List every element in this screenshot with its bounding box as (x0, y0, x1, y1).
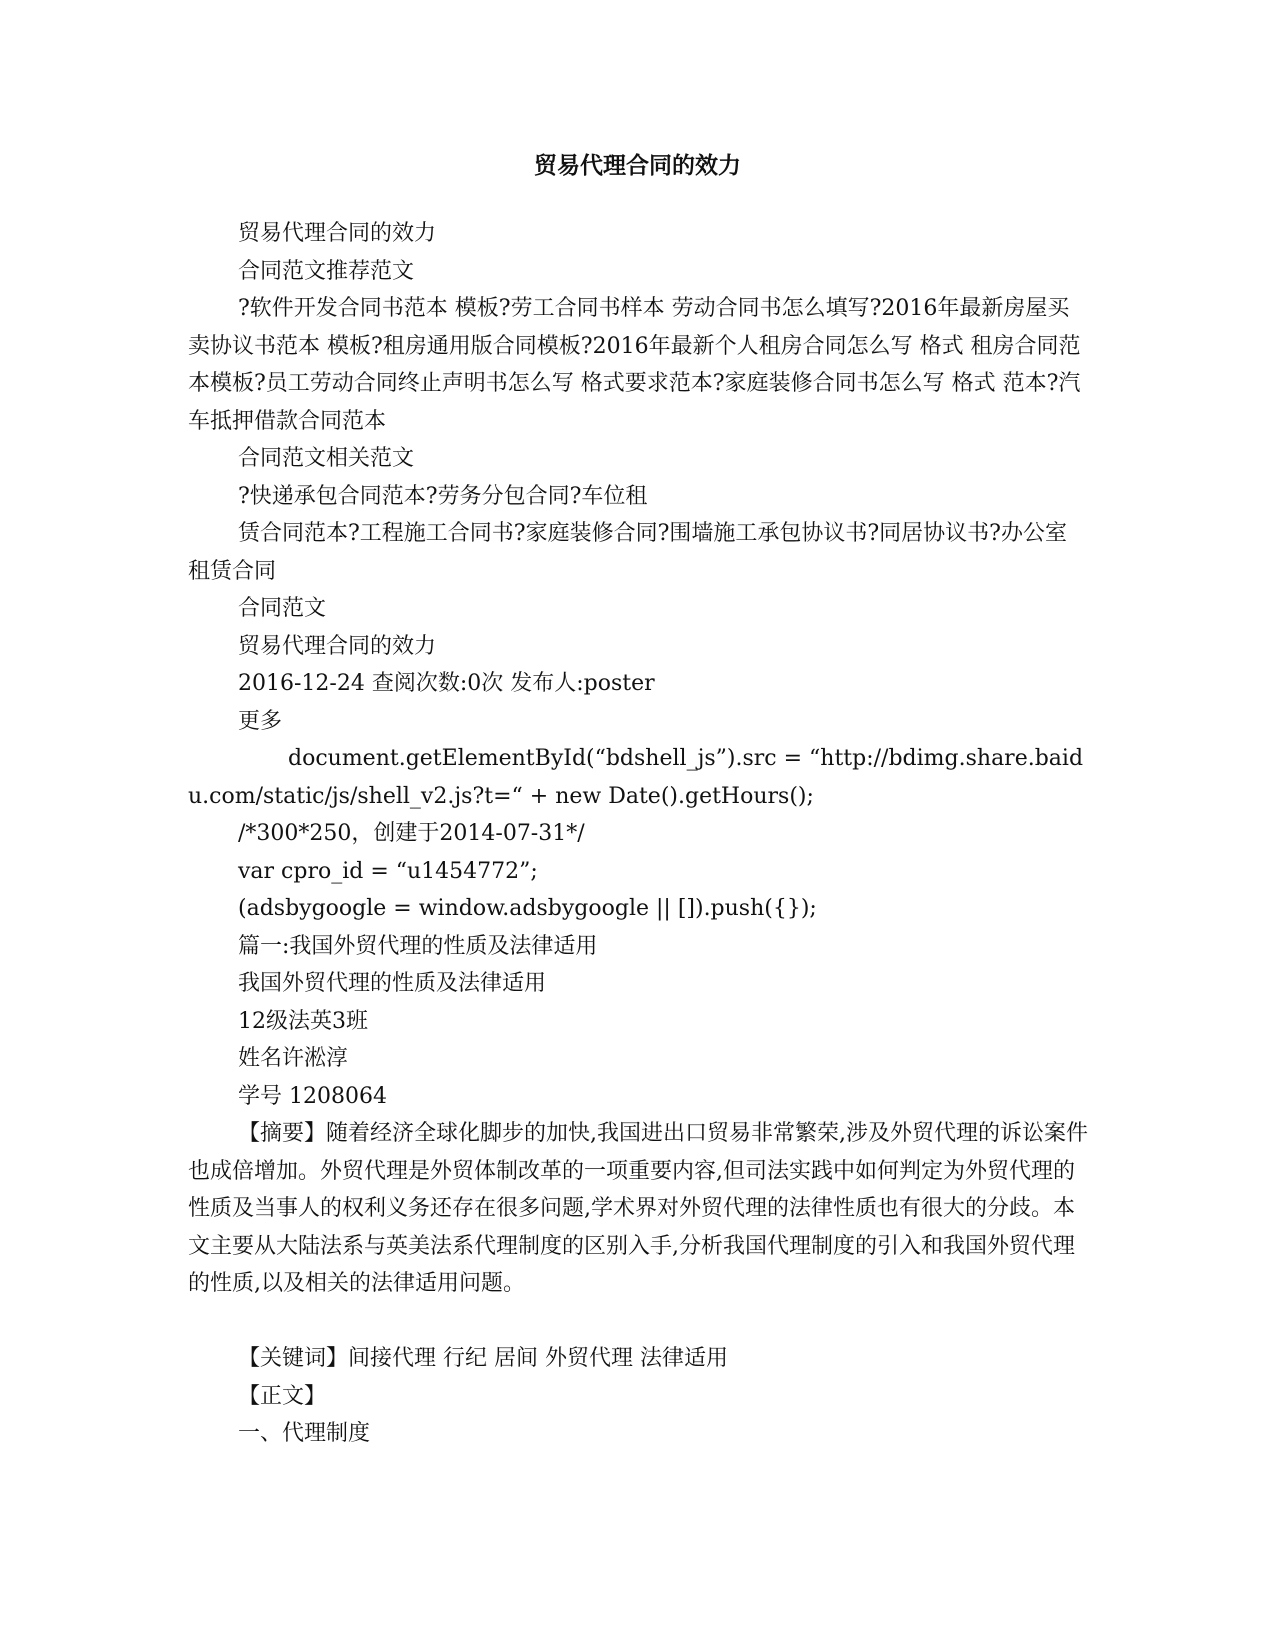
paragraph-student-id: 学号 1208064 (238, 1083, 387, 1109)
paragraph-category: 合同范文 (238, 596, 327, 621)
paragraph-keywords: 【关键词】间接代理 行纪 居间 外贸代理 法律适用 (238, 1346, 728, 1371)
paragraph-main-text-label: 【正文】 (238, 1383, 327, 1409)
paragraph-section-title: 篇一:我国外贸代理的性质及法律适用 (238, 933, 598, 959)
paragraph-script-code: document.getElementById(“bdshell_js”).src = “http://bdimg.share.baidu.com/static/js/shell_v2.js?t=“ + new Date().getHours(); (188, 746, 1084, 809)
paragraph-chapter-one: 一、代理制度 (238, 1421, 371, 1446)
blank-line (188, 1303, 1088, 1341)
paragraph-recommended-list: ?软件开发合同书范本 模板?劳工合同书样本 劳动合同书怎么填写?2016年最新房屋买卖协议书范本 模板?租房通用版合同模板?2016年最新个人租房合同怎么写 格式 租房合同范本模板?员工劳动合同终止声明书怎么写 格式要求范本?家庭装修合同书怎么写 格式 范本?汽车抵押借款合同范本 (188, 296, 1081, 434)
paragraph-ad-comment: /*300*250，创建于2014-07-31*/ (238, 821, 585, 846)
paragraph-meta: 2016-12-24 查阅次数:0次 发布人:poster (238, 671, 655, 696)
paragraph-article-title: 贸易代理合同的效力 (238, 633, 437, 659)
paragraph-related-label: 合同范文相关范文 (238, 446, 415, 471)
paragraph-ad-push: (adsbygoogle = window.adsbygoogle || []).push({}); (238, 896, 817, 921)
paragraph-class: 12级法英3班 (238, 1008, 368, 1034)
document-title: 贸易代理合同的效力 (534, 152, 741, 179)
paragraph-related-list-rest: 赁合同范本?工程施工合同书?家庭装修合同?围墙施工承包协议书?同居协议书?办公室租赁合同 (188, 521, 1067, 584)
paragraph-ad-id: var cpro_id = “u1454772”; (238, 858, 538, 884)
paragraph-more: 更多 (238, 708, 283, 734)
paragraph-abstract: 【摘要】随着经济全球化脚步的加快,我国进出口贸易非常繁荣,涉及外贸代理的诉讼案件也成倍增加。外贸代理是外贸体制改革的一项重要内容,但司法实践中如何判定为外贸代理的性质及当事人的权利义务还存在很多问题,学术界对外贸代理的法律性质也有很大的分歧。本文主要从大陆法系与英美法系代理制度的区别入手,分析我国代理制度的引入和我国外贸代理的性质,以及相关的法律适用问题。 (188, 1121, 1088, 1296)
paragraph-related-list-start: ?快递承包合同范本?劳务分包合同?车位租 (238, 483, 648, 509)
paragraph-paper-title: 我国外贸代理的性质及法律适用 (238, 971, 547, 996)
paragraph-recommended-label: 合同范文推荐范文 (238, 258, 415, 284)
document-body (188, 215, 1088, 1453)
paragraph-heading-repeat: 贸易代理合同的效力 (238, 221, 437, 246)
paragraph-author: 姓名许淞淳 (238, 1046, 349, 1071)
